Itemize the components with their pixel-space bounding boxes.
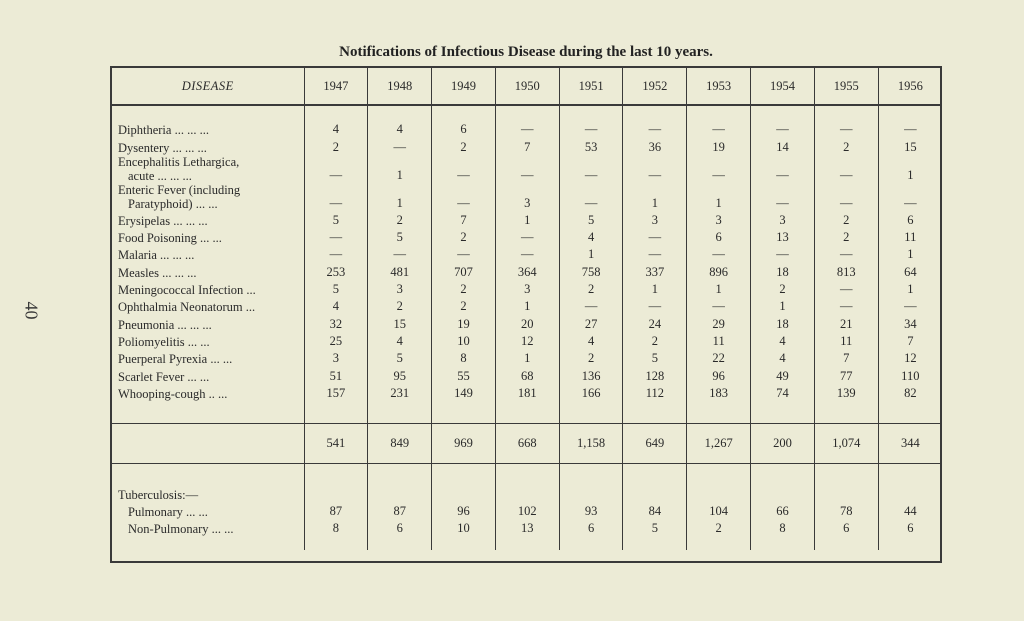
value-cell: 7 [878,332,942,349]
empty-cell [751,463,815,502]
value-cell: — [687,120,751,137]
value-cell: 4 [368,332,432,349]
disease-name [112,245,304,262]
value-cell: 4 [304,120,368,137]
value-cell: 6 [814,519,878,536]
empty-cell [751,536,815,550]
value-cell: — [559,120,623,137]
empty-cell [559,105,623,120]
value-cell: 32 [304,314,368,331]
empty-cell [687,105,751,120]
empty-cell [814,401,878,424]
page-number: 40 [21,301,42,320]
value-cell: 166 [559,384,623,401]
table-row [112,155,942,183]
empty-cell [432,401,496,424]
empty-cell [304,105,368,120]
value-cell: 34 [878,314,942,331]
table-title: Notifications of Infectious Disease during the last 10 years. [339,44,713,60]
empty-cell [112,536,304,550]
empty-cell [559,463,623,502]
header-row [112,68,942,105]
column-header-year: 1954 [751,68,815,105]
empty-cell [751,105,815,120]
empty-cell [687,536,751,550]
value-cell: 2 [814,211,878,228]
value-cell: — [751,155,815,183]
value-cell: 6 [687,228,751,245]
value-cell: 5 [304,280,368,297]
empty-cell [368,536,432,550]
disease-name [112,280,304,297]
column-header-year: 1952 [623,68,687,105]
value-cell: — [623,155,687,183]
total-cell: 849 [368,423,432,463]
value-cell: — [687,245,751,262]
value-cell: 1 [687,280,751,297]
empty-cell [878,536,942,550]
value-cell: 707 [432,262,496,279]
table-row [112,366,942,383]
value-cell: 112 [623,384,687,401]
value-cell: 74 [751,384,815,401]
empty-cell [623,105,687,120]
value-cell: — [623,228,687,245]
empty-cell [495,401,559,424]
disease-name [112,332,304,349]
total-cell: 344 [878,423,942,463]
value-cell: 5 [368,228,432,245]
value-cell: 2 [432,228,496,245]
value-cell: — [751,120,815,137]
empty-cell [814,536,878,550]
empty-cell [751,401,815,424]
value-cell: 15 [878,137,942,154]
disease-name-line: Puerperal Pyrexia ... ... [118,352,233,367]
total-cell: 541 [304,423,368,463]
value-cell: — [495,228,559,245]
value-cell: 10 [432,519,496,536]
value-cell: 11 [814,332,878,349]
disease-table [110,66,942,563]
table-row [112,502,942,519]
value-cell: — [495,245,559,262]
tuberculosis-header-row [112,463,942,502]
value-cell: 7 [495,137,559,154]
empty-cell [495,105,559,120]
value-cell: 104 [687,502,751,519]
column-header-year: 1953 [687,68,751,105]
value-cell: 3 [495,183,559,211]
value-cell: 253 [304,262,368,279]
table-row [112,332,942,349]
disease-name [112,137,304,154]
value-cell: — [432,155,496,183]
value-cell: 3 [304,349,368,366]
value-cell: 82 [878,384,942,401]
empty-cell [559,536,623,550]
empty-cell [304,401,368,424]
disease-name [112,366,304,383]
value-cell: — [495,155,559,183]
value-cell: 7 [432,211,496,228]
table-row [112,245,942,262]
value-cell: 78 [814,502,878,519]
value-cell: 1 [751,297,815,314]
value-cell: 813 [814,262,878,279]
total-cell: 668 [495,423,559,463]
table-row [112,384,942,401]
table-row [112,519,942,536]
totals-label [112,423,304,463]
value-cell: 66 [751,502,815,519]
value-cell: 22 [687,349,751,366]
value-cell: 2 [368,297,432,314]
value-cell: 44 [878,502,942,519]
value-cell: 758 [559,262,623,279]
value-cell: 11 [878,228,942,245]
value-cell: — [559,155,623,183]
empty-cell [304,536,368,550]
value-cell: 6 [878,211,942,228]
table-row [112,120,942,137]
value-cell: 4 [751,349,815,366]
value-cell: 2 [559,280,623,297]
value-cell: — [304,228,368,245]
value-cell: 337 [623,262,687,279]
total-cell: 1,158 [559,423,623,463]
value-cell: 68 [495,366,559,383]
value-cell: — [559,297,623,314]
value-cell: 1 [878,245,942,262]
value-cell: 24 [623,314,687,331]
value-cell: 29 [687,314,751,331]
value-cell: 2 [814,137,878,154]
value-cell: 1 [623,183,687,211]
disease-name [112,120,304,137]
value-cell: — [814,280,878,297]
value-cell: — [878,120,942,137]
value-cell: 2 [687,519,751,536]
value-cell: 1 [495,297,559,314]
value-cell: 3 [368,280,432,297]
value-cell: 5 [623,519,687,536]
disease-name [112,314,304,331]
total-cell: 200 [751,423,815,463]
disease-name-line: Diphtheria ... ... ... [118,123,209,138]
spacer-row [112,401,942,424]
notifications-table [112,68,942,550]
value-cell: 2 [814,228,878,245]
value-cell: 2 [432,137,496,154]
column-header-year: 1956 [878,68,942,105]
value-cell: — [687,297,751,314]
value-cell: — [878,183,942,211]
value-cell: 1 [368,183,432,211]
value-cell: 1 [878,280,942,297]
value-cell: 2 [751,280,815,297]
value-cell: — [304,155,368,183]
value-cell: — [814,155,878,183]
value-cell: 55 [432,366,496,383]
column-header-disease: DISEASE [112,68,304,105]
empty-cell [432,463,496,502]
table-row [112,280,942,297]
value-cell: 4 [559,228,623,245]
value-cell: 2 [623,332,687,349]
value-cell: — [304,183,368,211]
table-row [112,349,942,366]
value-cell: 12 [878,349,942,366]
column-header-year: 1947 [304,68,368,105]
disease-name [112,183,304,211]
value-cell: 102 [495,502,559,519]
value-cell: 20 [495,314,559,331]
empty-cell [878,105,942,120]
table-row [112,262,942,279]
value-cell: 157 [304,384,368,401]
value-cell: 25 [304,332,368,349]
value-cell: 11 [687,332,751,349]
value-cell: 128 [623,366,687,383]
value-cell: 1 [687,183,751,211]
value-cell: 19 [687,137,751,154]
value-cell: 6 [878,519,942,536]
value-cell: 4 [559,332,623,349]
value-cell: — [432,183,496,211]
value-cell: 12 [495,332,559,349]
empty-cell [623,463,687,502]
value-cell: 8 [432,349,496,366]
empty-cell [687,401,751,424]
table-row [112,297,942,314]
disease-name [112,502,304,519]
value-cell: 27 [559,314,623,331]
empty-cell [495,463,559,502]
value-cell: 481 [368,262,432,279]
value-cell: 6 [559,519,623,536]
value-cell: — [432,245,496,262]
value-cell: 2 [432,297,496,314]
value-cell: 4 [368,120,432,137]
value-cell: 95 [368,366,432,383]
value-cell: 1 [878,155,942,183]
empty-cell [368,401,432,424]
value-cell: — [878,297,942,314]
value-cell: 5 [368,349,432,366]
disease-name-line: Whooping-cough .. ... [118,386,228,401]
column-header-year: 1951 [559,68,623,105]
value-cell: 18 [751,262,815,279]
value-cell: 18 [751,314,815,331]
value-cell: 149 [432,384,496,401]
disease-name-line: Erysipelas ... ... ... [118,213,208,228]
spacer-row [112,105,942,120]
table-row [112,314,942,331]
value-cell: 13 [495,519,559,536]
table-row [112,183,942,211]
empty-cell [368,463,432,502]
value-cell: 4 [304,297,368,314]
value-cell: 4 [751,332,815,349]
tuberculosis-label: Tuberculosis:— [118,487,199,502]
value-cell: 13 [751,228,815,245]
disease-name-line: Encephalitis Lethargica, [118,154,240,169]
value-cell: 8 [304,519,368,536]
disease-name-line: Non-Pulmonary ... ... [128,522,234,537]
value-cell: 15 [368,314,432,331]
value-cell: 96 [432,502,496,519]
value-cell: 10 [432,332,496,349]
value-cell: — [814,120,878,137]
value-cell: 87 [304,502,368,519]
empty-cell [559,401,623,424]
column-header-year: 1955 [814,68,878,105]
value-cell: 1 [559,245,623,262]
value-cell: 6 [368,519,432,536]
value-cell: — [559,183,623,211]
disease-name-line: Malaria ... ... ... [118,248,195,263]
totals-row [112,423,942,463]
value-cell: 364 [495,262,559,279]
disease-name [112,155,304,183]
total-cell: 649 [623,423,687,463]
disease-name-line: Scarlet Fever ... ... [118,369,210,384]
column-header-year: 1950 [495,68,559,105]
value-cell: 5 [304,211,368,228]
value-cell: 896 [687,262,751,279]
value-cell: 5 [623,349,687,366]
value-cell: — [751,245,815,262]
value-cell: 21 [814,314,878,331]
value-cell: 1 [495,349,559,366]
value-cell: 3 [751,211,815,228]
empty-cell [495,536,559,550]
value-cell: 2 [368,211,432,228]
value-cell: 139 [814,384,878,401]
value-cell: — [623,245,687,262]
value-cell: 1 [368,155,432,183]
empty-cell [112,105,304,120]
value-cell: — [368,245,432,262]
value-cell: 2 [432,280,496,297]
value-cell: — [687,155,751,183]
value-cell: 136 [559,366,623,383]
value-cell: 77 [814,366,878,383]
value-cell: — [814,183,878,211]
table-row [112,211,942,228]
disease-name-line: Meningococcal Infection ... [118,283,256,298]
empty-cell [623,401,687,424]
value-cell: 6 [432,120,496,137]
value-cell: — [623,297,687,314]
disease-name [112,262,304,279]
table-row [112,137,942,154]
value-cell: 3 [687,211,751,228]
value-cell: 5 [559,211,623,228]
total-cell: 969 [432,423,496,463]
value-cell: 1 [495,211,559,228]
value-cell: 84 [623,502,687,519]
disease-name [112,297,304,314]
value-cell: 110 [878,366,942,383]
value-cell: 96 [687,366,751,383]
disease-name-line: Dysentery ... ... ... [118,140,207,155]
total-cell: 1,074 [814,423,878,463]
value-cell: 36 [623,137,687,154]
value-cell: 3 [623,211,687,228]
value-cell: 64 [878,262,942,279]
empty-cell [432,105,496,120]
empty-cell [814,463,878,502]
empty-cell [814,105,878,120]
disease-name-line: Measles ... ... ... [118,265,197,280]
value-cell: 3 [495,280,559,297]
value-cell: 2 [304,137,368,154]
value-cell: 53 [559,137,623,154]
disease-name-line: Pulmonary ... ... [128,505,208,520]
disease-name [112,384,304,401]
value-cell: 49 [751,366,815,383]
value-cell: — [814,245,878,262]
value-cell: — [814,297,878,314]
value-cell: — [304,245,368,262]
column-header-year: 1948 [368,68,432,105]
value-cell: 2 [559,349,623,366]
value-cell: — [751,183,815,211]
value-cell: — [368,137,432,154]
disease-name-line: Pneumonia ... ... ... [118,317,212,332]
empty-cell [878,401,942,424]
column-header-year: 1949 [432,68,496,105]
empty-cell [687,463,751,502]
disease-name-line: Enteric Fever (including [118,182,241,197]
value-cell: 1 [623,280,687,297]
value-cell: 8 [751,519,815,536]
empty-cell [623,536,687,550]
value-cell: 87 [368,502,432,519]
value-cell: 19 [432,314,496,331]
table-row [112,228,942,245]
value-cell: 93 [559,502,623,519]
spacer-row [112,536,942,550]
disease-name [112,519,304,536]
value-cell: — [495,120,559,137]
value-cell: 14 [751,137,815,154]
disease-name [112,211,304,228]
disease-name-line: acute ... ... ... [128,168,192,183]
value-cell: 181 [495,384,559,401]
value-cell: — [623,120,687,137]
empty-cell [368,105,432,120]
empty-cell [112,401,304,424]
disease-name [112,349,304,366]
value-cell: 231 [368,384,432,401]
disease-name-line: Food Poisoning ... ... [118,231,222,246]
disease-name-line: Ophthalmia Neonatorum ... [118,300,256,315]
empty-cell [304,463,368,502]
disease-name-line: Paratyphoid) ... ... [128,196,218,211]
disease-name-line: Poliomyelitis ... ... [118,334,210,349]
value-cell: 183 [687,384,751,401]
disease-name [112,228,304,245]
value-cell: 7 [814,349,878,366]
empty-cell [878,463,942,502]
empty-cell [432,536,496,550]
total-cell: 1,267 [687,423,751,463]
value-cell: 51 [304,366,368,383]
